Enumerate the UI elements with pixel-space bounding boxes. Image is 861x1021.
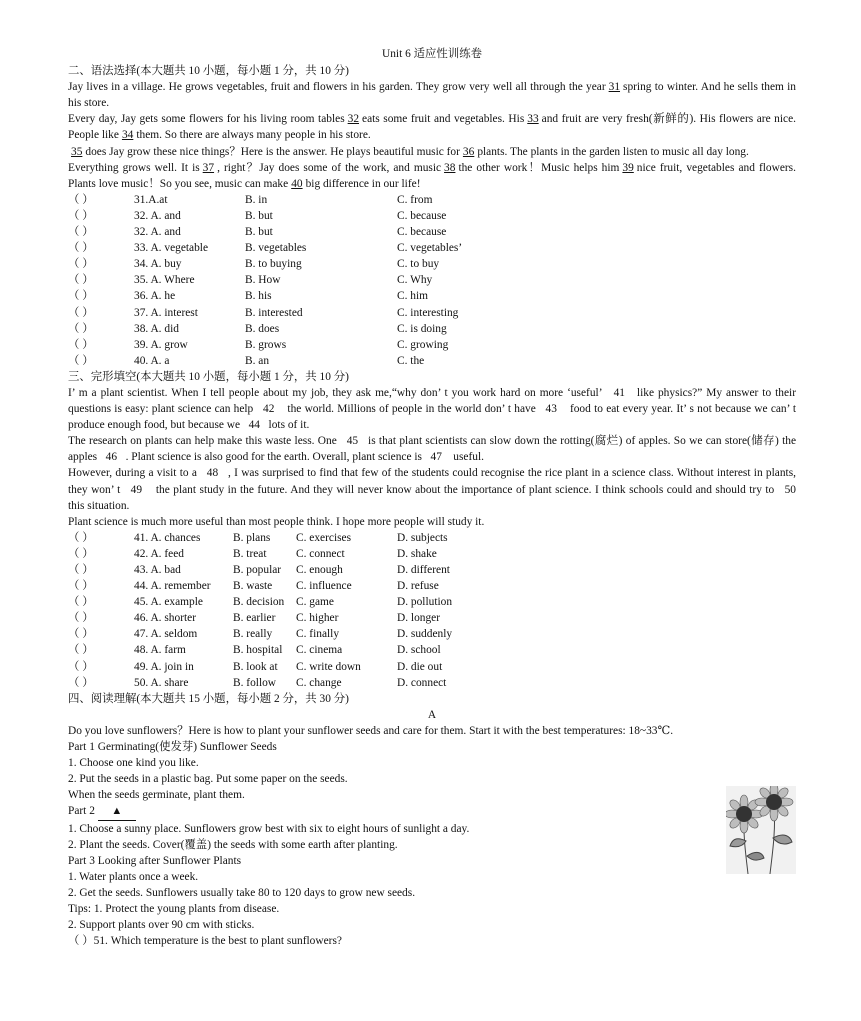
blank-36[interactable]: 36 [462, 145, 475, 158]
blank-39[interactable]: 39 [622, 161, 634, 174]
option-row [68, 675, 796, 691]
option-a: 38. A. did [134, 322, 179, 335]
option-a: 40. A. a [134, 354, 170, 367]
option-a: 50. A. share [134, 676, 189, 689]
option-b: B. vegetables [245, 242, 307, 255]
option-a: 46. A. shorter [134, 612, 197, 625]
option-row [68, 272, 796, 288]
option-d: D. pollution [397, 596, 453, 609]
option-a: 43. A. bad [134, 564, 181, 576]
tips-1: Tips: 1. Protect the young plants from disease. [68, 902, 280, 915]
part2-step-2: 2. Plant the seeds. Cover(覆盖) the seeds with some earth after planting. [68, 838, 398, 851]
option-b: B. earlier [233, 612, 276, 625]
option-c: C. change [296, 676, 342, 689]
option-b: B. an [245, 354, 270, 367]
option-row [68, 594, 796, 610]
option-c: C. connect [296, 547, 345, 560]
blank-38[interactable]: 38 [444, 161, 456, 174]
option-row [68, 578, 796, 594]
answer-bracket[interactable]: （ ） [68, 531, 94, 544]
tips-2: 2. Support plants over 90 cm with sticks. [68, 919, 255, 932]
option-c: C. cinema [296, 644, 343, 657]
part2-step-1: 1. Choose a sunny place. Sunflowers grow best with six to eight hours of sunlight a day. [68, 822, 470, 835]
option-c: C. is doing [397, 322, 447, 335]
option-row [68, 337, 796, 353]
answer-bracket[interactable]: （ ） [68, 290, 94, 303]
option-b: B. really [233, 628, 273, 641]
option-a: 48. A. farm [134, 644, 186, 657]
option-d: D. shake [397, 547, 437, 560]
option-a: 45. A. example [134, 596, 203, 609]
section3-paragraph-2: The research on plants can help make this waste less. One 45 is that plant scientists can slow down the rotting(腐烂) of apples. So we can store(储存) the apples 46 . Plant science is also good for the earth. Overall, plant science is 47 useful. [68, 435, 799, 464]
option-c: C. finally [296, 628, 340, 641]
option-c: C. enough [296, 564, 343, 576]
option-a: 39. A. grow [134, 338, 188, 351]
blank-40[interactable]: 40 [291, 177, 303, 190]
answer-bracket[interactable]: （ ） [68, 644, 94, 657]
section2-heading: 二、语法选择(本大题共 10 小题，每小题 1 分，共 10 分) [68, 65, 349, 78]
answer-bracket[interactable]: （ ） [68, 564, 94, 576]
answer-bracket[interactable]: （ ） [68, 676, 94, 689]
answer-bracket[interactable]: （ ） [68, 547, 94, 560]
option-b: B. grows [245, 338, 287, 351]
answer-bracket[interactable]: （ ） [68, 322, 94, 335]
option-d: D. suddenly [397, 628, 453, 641]
section2-options-list [68, 192, 796, 369]
option-c: C. the [397, 354, 425, 367]
option-d: D. die out [397, 660, 443, 673]
option-a: 34. A. buy [134, 258, 182, 271]
option-d: D. refuse [397, 580, 439, 593]
option-row [68, 659, 796, 675]
option-d: D. school [397, 644, 441, 657]
option-row [68, 642, 796, 658]
answer-bracket[interactable]: （ ） [68, 242, 94, 255]
option-row [68, 305, 796, 321]
option-c: C. from [397, 193, 433, 206]
question-51: （ ）51. Which temperature is the best to plant sunflowers? [68, 935, 342, 948]
option-row [68, 321, 796, 337]
document-page [68, 46, 808, 949]
part1-title: Part 1 Germinating(使发芽) Sunflower Seeds [68, 741, 277, 754]
option-row [68, 256, 796, 272]
part3-step-1: 1. Water plants once a week. [68, 870, 199, 883]
option-c: C. because [397, 226, 447, 239]
part2-title: Part 2 ▲ [68, 803, 796, 820]
option-row [68, 353, 796, 369]
option-b: B. look at [233, 660, 278, 673]
option-row [68, 610, 796, 626]
section4-heading: 四、阅读理解(本大题共 15 小题，每小题 2 分，共 30 分) [68, 692, 349, 705]
option-a: 36. A. he [134, 290, 176, 303]
option-c: C. write down [296, 660, 361, 673]
option-a: 32. A. and [134, 226, 181, 239]
option-b: B. waste [233, 580, 273, 593]
option-row [68, 288, 796, 304]
option-b: B. does [245, 322, 280, 335]
answer-bracket[interactable]: （ ） [68, 628, 94, 641]
answer-bracket[interactable]: （ ） [68, 354, 94, 367]
part2-blank[interactable]: ▲ [98, 803, 136, 820]
option-c: C. because [397, 209, 447, 222]
option-c: C. influence [296, 580, 352, 593]
option-a: 37. A. interest [134, 306, 198, 319]
section2-paragraph-2: Every day, Jay gets some flowers for his living room tables 32 eats some fruit and vegetables. His 33 and fruit are very fresh(新鲜的). His flowers are nice. People like 34 them. So there are always many people in his store. [68, 113, 796, 142]
option-row [68, 626, 796, 642]
sunflower-image [726, 786, 796, 874]
section2-paragraph-3: 35 does Jay grow these nice things？Here is the answer. He plays beautiful music for 36 plants. The plants in the garden listen to music all day long. [68, 144, 796, 160]
option-a: 33. A. vegetable [134, 242, 209, 255]
blank-34[interactable]: 34 [121, 129, 134, 142]
page-title: Unit 6 适应性训练卷 [382, 48, 482, 60]
section3-paragraph-1: I’ m a plant scientist. When I tell people about my job, they ask me,“why don’ t you work hard on more ‘useful’ 41 like physics?” My answer to their questions is easy: plant science can help 42 the world. Millions of people in the world don’ t have 43 food to eat every year. It’ s not because we can’ t produce enough food, but because we 44 lots of it. [68, 386, 799, 432]
blank-37[interactable]: 37 [202, 161, 215, 174]
answer-bracket[interactable]: （ ） [68, 306, 94, 319]
part1-step-2: 2. Put the seeds in a plastic bag. Put some paper on the seeds. [68, 773, 348, 786]
option-b: B. to buying [245, 258, 302, 271]
section2-paragraph-1: Jay lives in a village. He grows vegetables, fruit and flowers in his garden. They grow very well all through the year 31 spring to winter. And he sells them in his store. [68, 81, 796, 110]
option-b: B. his [245, 290, 272, 303]
option-c: C. him [397, 290, 429, 303]
option-c: C. exercises [296, 531, 352, 544]
option-a: 49. A. join in [134, 660, 194, 673]
option-c: C. higher [296, 612, 339, 625]
option-c: C. vegetables’ [397, 242, 463, 255]
option-b: B. decision [233, 596, 285, 609]
answer-bracket[interactable]: （ ） [68, 660, 94, 673]
blank-35[interactable]: 35 [71, 145, 83, 158]
option-a: 35. A. Where [134, 274, 195, 287]
option-b: B. popular [233, 564, 282, 576]
answer-bracket[interactable]: （ ） [68, 193, 94, 206]
option-a: 47. A. seldom [134, 628, 198, 641]
answer-bracket[interactable]: （ ） [68, 209, 94, 222]
part1-step-1: 1. Choose one kind you like. [68, 757, 199, 770]
section3-heading: 三、完形填空(本大题共 10 小题，每小题 1 分，共 10 分) [68, 370, 349, 383]
answer-bracket[interactable]: （ ） [68, 612, 94, 625]
section3-options-list [68, 530, 796, 691]
option-row [68, 224, 796, 240]
option-d: D. connect [397, 676, 447, 689]
option-b: B. hospital [233, 644, 283, 657]
option-b: B. in [245, 193, 268, 206]
passage-label: A [427, 708, 437, 721]
option-b: B. but [245, 209, 273, 222]
answer-bracket[interactable]: （ ） [68, 596, 94, 609]
option-row [68, 192, 796, 208]
option-a: 31.A.at [134, 193, 168, 206]
option-b: B. treat [233, 547, 267, 560]
option-row [68, 562, 796, 578]
option-c: C. to buy [397, 258, 440, 271]
option-d: D. longer [397, 612, 441, 625]
option-d: D. different [397, 564, 450, 576]
option-c: C. Why [397, 274, 433, 287]
option-a: 41. A. chances [134, 531, 201, 544]
answer-bracket[interactable]: （ ） [68, 274, 94, 287]
option-b: B. interested [245, 306, 303, 319]
section3-paragraph-4: Plant science is much more useful than most people think. I hope more people will study it. [68, 515, 485, 528]
option-d: D. subjects [397, 531, 448, 544]
option-b: B. but [245, 226, 273, 239]
answer-bracket[interactable]: （ ） [68, 580, 94, 593]
option-row [68, 530, 796, 546]
section2-paragraph-4: Everything grows well. It is 37 , right？Jay does some of the work, and music 38 the other work！Music helps him 39 nice fruit, vegetables and flowers. Plants love music！So you see, music can make 40 big difference in our life! [68, 161, 796, 190]
blank-33[interactable]: 33 [527, 113, 539, 126]
option-a: 32. A. and [134, 209, 181, 222]
passage-intro: Do you love sunflowers？Here is how to plant your sunflower seeds and care for them. Start it with the best temperatures: 18~33℃. [68, 724, 674, 737]
option-b: B. follow [233, 676, 277, 689]
part1-note: When the seeds germinate, plant them. [68, 789, 245, 802]
option-a: 44. A. remember [134, 580, 211, 593]
answer-bracket[interactable]: （ ） [68, 338, 94, 351]
option-row [68, 208, 796, 224]
option-c: C. interesting [397, 306, 459, 319]
option-row [68, 240, 796, 256]
part3-step-2: 2. Get the seeds. Sunflowers usually take 80 to 120 days to grow new seeds. [68, 886, 416, 899]
option-c: C. game [296, 596, 334, 609]
option-b: B. plans [233, 531, 271, 544]
option-row [68, 546, 796, 562]
blank-31[interactable]: 31 [608, 81, 621, 94]
option-c: C. growing [397, 338, 449, 351]
section3-paragraph-3: However, during a visit to a 48 , I was surprised to find that few of the students could recognise the rice plant in a science class. Without interest in plants, they won’ t 49 the plant study in the future. And they will never know about the importance of plant science. I think schools could and should try to 50 this situation. [68, 467, 808, 512]
option-b: B. How [245, 274, 281, 287]
part3-title: Part 3 Looking after Sunflower Plants [68, 854, 242, 867]
answer-bracket[interactable]: （ ） [68, 258, 94, 271]
option-a: 42. A. feed [134, 547, 184, 560]
answer-bracket[interactable]: （ ） [68, 226, 94, 239]
blank-32[interactable]: 32 [347, 113, 360, 126]
